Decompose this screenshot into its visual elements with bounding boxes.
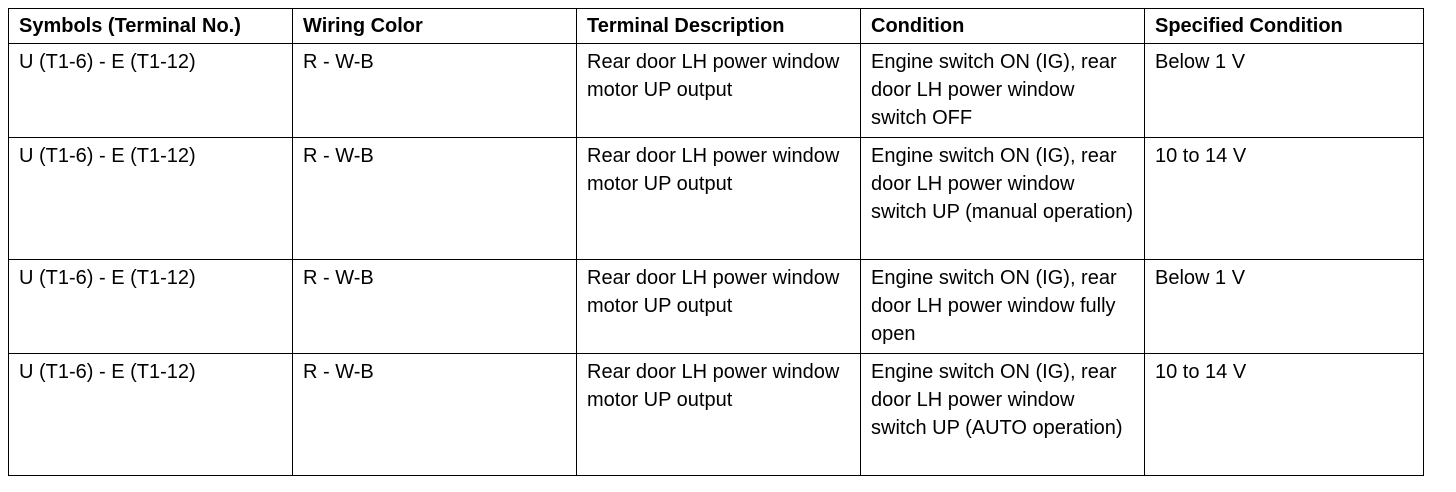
- cell-condition: Engine switch ON (IG), rear door LH power window switch UP (manual operation): [861, 138, 1145, 260]
- table-row: [9, 260, 1424, 354]
- cell-symbols: U (T1-6) - E (T1-12): [9, 44, 293, 138]
- header-condition: Condition: [861, 9, 1145, 44]
- table-row: [9, 138, 1424, 260]
- header-wiring-color: Wiring Color: [293, 9, 577, 44]
- cell-terminal-description: Rear door LH power window motor UP output: [577, 354, 861, 476]
- cell-wiring-color: R - W-B: [293, 354, 577, 476]
- cell-condition: Engine switch ON (IG), rear door LH power window switch UP (AUTO operation): [861, 354, 1145, 476]
- table-row: [9, 354, 1424, 476]
- cell-terminal-description: Rear door LH power window motor UP output: [577, 260, 861, 354]
- cell-specified-condition: Below 1 V: [1145, 44, 1424, 138]
- cell-symbols: U (T1-6) - E (T1-12): [9, 138, 293, 260]
- cell-specified-condition: 10 to 14 V: [1145, 354, 1424, 476]
- header-specified-condition: Specified Condition: [1145, 9, 1424, 44]
- cell-terminal-description: Rear door LH power window motor UP output: [577, 44, 861, 138]
- cell-symbols: U (T1-6) - E (T1-12): [9, 354, 293, 476]
- cell-symbols: U (T1-6) - E (T1-12): [9, 260, 293, 354]
- cell-wiring-color: R - W-B: [293, 138, 577, 260]
- cell-specified-condition: Below 1 V: [1145, 260, 1424, 354]
- terminal-spec-table: [8, 8, 1424, 476]
- table-row: [9, 44, 1424, 138]
- cell-condition: Engine switch ON (IG), rear door LH power window switch OFF: [861, 44, 1145, 138]
- cell-wiring-color: R - W-B: [293, 260, 577, 354]
- table-header-row: [9, 9, 1424, 44]
- cell-condition: Engine switch ON (IG), rear door LH power window fully open: [861, 260, 1145, 354]
- cell-specified-condition: 10 to 14 V: [1145, 138, 1424, 260]
- cell-wiring-color: R - W-B: [293, 44, 577, 138]
- cell-terminal-description: Rear door LH power window motor UP output: [577, 138, 861, 260]
- header-terminal-description: Terminal Description: [577, 9, 861, 44]
- header-symbols: Symbols (Terminal No.): [9, 9, 293, 44]
